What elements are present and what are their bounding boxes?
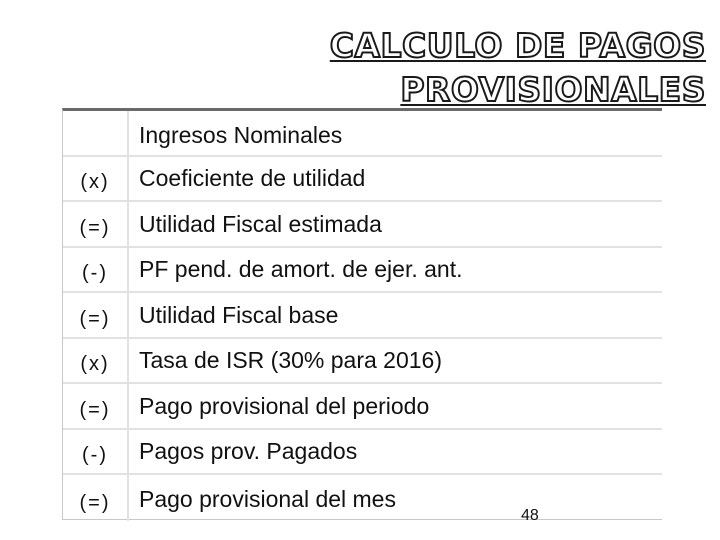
slide-title-line-2: PROVISIONALES bbox=[400, 70, 706, 109]
table-row bbox=[63, 430, 662, 476]
slide-title-line-1: CALCULO DE PAGOS bbox=[329, 26, 706, 65]
table-row bbox=[63, 248, 662, 294]
operator-cell: (-) bbox=[63, 248, 129, 292]
calculation-table bbox=[62, 108, 662, 520]
table-row bbox=[63, 111, 662, 157]
operator-cell: (=) bbox=[63, 202, 129, 246]
page-number: 48 bbox=[521, 507, 539, 524]
slide-title bbox=[306, 24, 706, 112]
table-row bbox=[63, 384, 662, 430]
concept-cell: Utilidad Fiscal base bbox=[139, 301, 339, 328]
table-row bbox=[63, 157, 662, 203]
concept-cell: Pago provisional del mes bbox=[139, 485, 396, 512]
operator-cell: (=) bbox=[63, 475, 129, 521]
operator-cell: (=) bbox=[63, 293, 129, 337]
concept-cell: Tasa de ISR (30% para 2016) bbox=[139, 347, 443, 373]
concept-cell: Utilidad Fiscal estimada bbox=[139, 210, 382, 237]
operator-cell bbox=[63, 111, 129, 155]
concept-cell: PF pend. de amort. de ejer. ant. bbox=[139, 256, 463, 282]
operator-cell: (-) bbox=[63, 430, 129, 474]
table-row bbox=[63, 475, 662, 521]
concept-cell: Ingresos Nominales bbox=[139, 121, 343, 148]
concept-cell: Coeficiente de utilidad bbox=[139, 165, 366, 191]
table-row bbox=[63, 293, 662, 339]
operator-cell: (x) bbox=[63, 339, 129, 383]
table-row bbox=[63, 339, 662, 385]
concept-cell: Pago provisional del periodo bbox=[139, 392, 430, 419]
operator-cell: (=) bbox=[63, 384, 129, 428]
concept-cell: Pagos prov. Pagados bbox=[139, 438, 358, 464]
operator-cell: (x) bbox=[63, 157, 129, 201]
table-row bbox=[63, 202, 662, 248]
